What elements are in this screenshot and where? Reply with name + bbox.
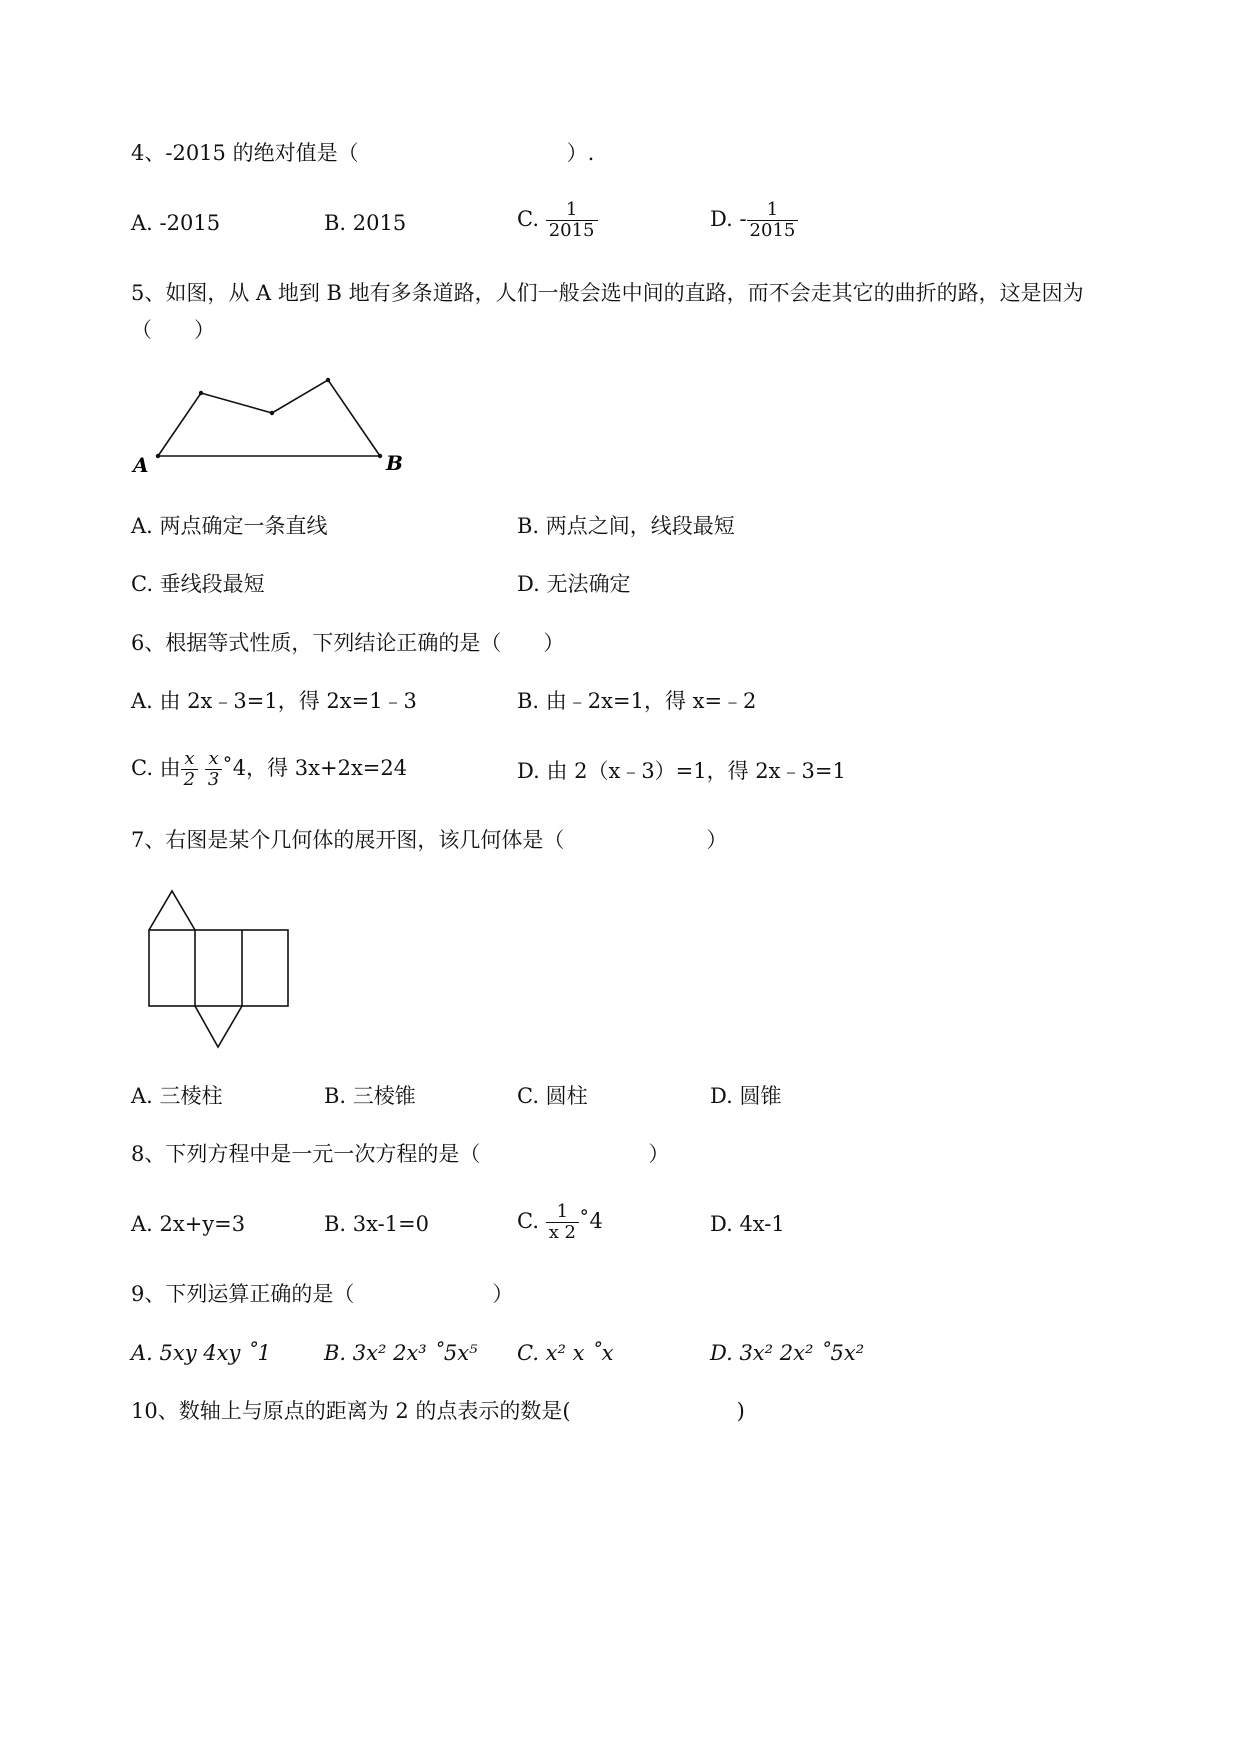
net-top-triangle (149, 891, 195, 930)
label-b: B (386, 451, 403, 475)
q8-option-c-fraction (546, 1202, 579, 1243)
q5-option-c[interactable]: C. 垂线段最短 (131, 572, 265, 596)
q6-option-a[interactable]: A. 由 2x﹣3=1，得 2x=1﹣3 (131, 689, 417, 713)
q4-option-a[interactable]: A. -2015 (131, 211, 221, 235)
fraction-denominator: 3 (207, 768, 220, 790)
q6-option-c-fraction-1 (181, 749, 198, 790)
q9-stem-text: 9、下列运算正确的是（ (131, 1282, 355, 1306)
q8-stem (131, 1144, 669, 1165)
q9-stem-end: ） (492, 1282, 514, 1306)
winding-road (158, 380, 380, 456)
q9-option-a[interactable]: A. 5xy 4xy ˚1 (131, 1341, 271, 1365)
q10-stem-end: ) (736, 1399, 745, 1423)
q8-option-c-rest: ˚4 (579, 1208, 603, 1233)
fraction-numerator: x (181, 749, 198, 770)
fraction-denominator: 2015 (749, 219, 796, 241)
q4-option-c-fraction (546, 200, 598, 241)
q4-option-d[interactable] (710, 200, 798, 241)
q7-option-c[interactable]: C. 圆柱 (517, 1084, 588, 1108)
fraction-numerator: 1 (546, 200, 598, 221)
q7-stem-end: ） (706, 828, 728, 852)
q8-option-c-label: C. (517, 1208, 539, 1233)
q7-stem-text: 7、右图是某个几何体的展开图，该几何体是（ (131, 828, 565, 852)
q6-option-b[interactable]: B. 由﹣2x=1，得 x=﹣2 (517, 689, 757, 713)
q9-option-c[interactable]: C. x² x ˚x (517, 1341, 614, 1365)
q7-option-a[interactable]: A. 三棱柱 (131, 1084, 223, 1108)
q5-stem-line2: （ ） (131, 318, 215, 342)
q8-option-c[interactable] (517, 1202, 603, 1243)
q9-option-d[interactable]: D. 3x² 2x² ˚5x² (710, 1341, 865, 1365)
q10-stem-text: 10、数轴上与原点的距离为 2 的点表示的数是( (131, 1399, 571, 1423)
q4-option-d-fraction (747, 200, 799, 241)
point-b (378, 454, 382, 458)
q7-option-b[interactable]: B. 三棱锥 (324, 1084, 416, 1108)
q6-stem: 6、根据等式性质，下列结论正确的是（ ） (131, 631, 565, 655)
fraction-numerator: 1 (546, 1202, 579, 1223)
q8-option-a[interactable]: A. 2x+y=3 (131, 1212, 246, 1236)
q5-option-d[interactable]: D. 无法确定 (517, 572, 631, 596)
q9-stem (131, 1284, 513, 1305)
point-a (156, 454, 160, 458)
fraction-numerator: 1 (747, 200, 799, 221)
q7-prism-net-figure (140, 884, 300, 1054)
net-bottom-triangle (195, 1006, 242, 1047)
fraction-denominator: 2015 (548, 219, 595, 241)
q7-stem (131, 830, 727, 851)
q4-option-c-label: C. (517, 206, 539, 231)
q4-stem-text: 4、-2015 的绝对值是（ (131, 141, 359, 165)
q8-option-b[interactable]: B. 3x-1=0 (324, 1212, 430, 1236)
q8-stem-end: ） (648, 1142, 670, 1166)
vertex-dot (270, 411, 274, 415)
q5-option-a[interactable]: A. 两点确定一条直线 (131, 514, 328, 538)
fraction-denominator: x 2 (548, 1221, 577, 1243)
q6-option-d[interactable]: D. 由 2（x﹣3）=1，得 2x﹣3=1 (517, 759, 846, 783)
label-a: A (133, 453, 149, 477)
q4-stem (131, 143, 594, 164)
q6-option-c[interactable] (131, 749, 407, 790)
q8-stem-text: 8、下列方程中是一元一次方程的是（ (131, 1142, 481, 1166)
q8-option-d[interactable]: D. 4x-1 (710, 1212, 785, 1236)
q5-stem: 5、如图，从 A 地到 B 地有多条道路，人们一般会选中间的直路，而不会走其它的曲折的路，这是因为 (131, 281, 1084, 305)
vertex-dot (326, 378, 330, 382)
q4-option-c[interactable] (517, 200, 598, 241)
vertex-dot (199, 391, 203, 395)
q6-option-c-rest: ˚4，得 3x+2x=24 (222, 755, 408, 780)
q7-option-d[interactable]: D. 圆锥 (710, 1084, 782, 1108)
q5-option-b[interactable]: B. 两点之间，线段最短 (517, 514, 735, 538)
q6-option-c-label: C. 由 (131, 755, 181, 780)
q5-road-figure (125, 368, 415, 480)
q4-option-b[interactable]: B. 2015 (324, 211, 407, 235)
net-rectangles (149, 930, 288, 1006)
q4-stem-end: ）. (566, 141, 595, 165)
q6-option-c-fraction-2 (205, 749, 222, 790)
q4-option-d-label: D. - (710, 206, 747, 231)
q9-option-b[interactable]: B. 3x² 2x³ ˚5x⁵ (324, 1341, 478, 1365)
q10-stem (131, 1401, 745, 1422)
fraction-numerator: x (205, 749, 222, 770)
fraction-denominator: 2 (183, 768, 196, 790)
